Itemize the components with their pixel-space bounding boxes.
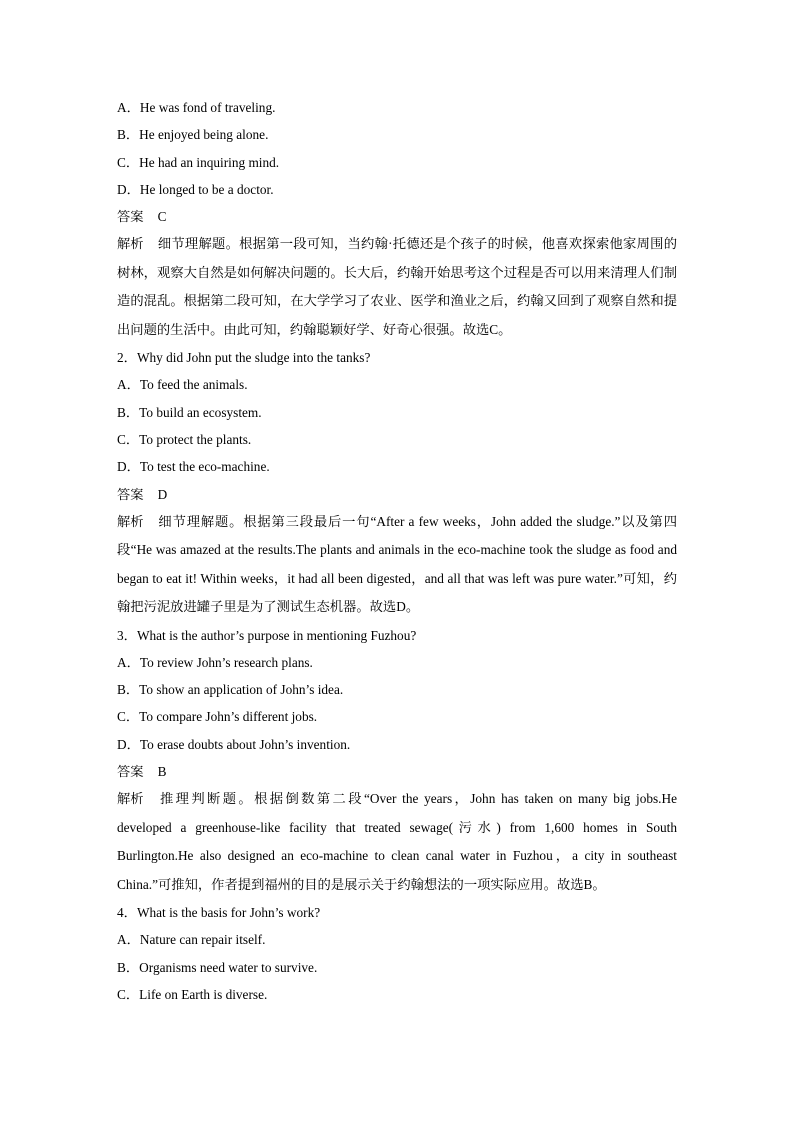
- q2-option-d: D．To test the eco-machine.: [117, 459, 270, 475]
- q3-option-b: B．To show an application of John’s idea.: [117, 682, 344, 698]
- q3-answer: [117, 758, 677, 785]
- q2-answer: [117, 481, 677, 508]
- q3-option-a: A．To review John’s research plans.: [117, 654, 313, 670]
- q2-analysis: [117, 508, 677, 622]
- q4-option-c: C．Life on Earth is diverse.: [117, 986, 268, 1002]
- q3-option-c: C．To compare John’s different jobs.: [117, 709, 318, 725]
- q1-analysis: [117, 230, 677, 344]
- answer-value: B: [157, 764, 167, 779]
- q2-option-b: B．To build an ecosystem.: [117, 404, 262, 420]
- analysis-text: 细节理解题。根据第一段可知，当约翰·托德还是个孩子的时候，他喜欢探索他家周围的树林，观察大自然是如何解决问题的。长大后，约翰开始思考这个过程是否可以用来清理人们制造的混乱。根据第二段可知，在大学学习了农业、医学和渔业之后，约翰又回到了观察自然和提出问题的生活中。由此可知，约翰聪颖好学、好奇心很强。故选C。: [117, 236, 677, 337]
- q4-question: 4．What is the basis for John’s work?: [117, 904, 321, 920]
- analysis-text: 推理判断题。根据倒数第二段“Over the years，John has taken on many big jobs.He developed a greenhouse-like facility that treated sewage(污水) from 1,600 homes in South Burlington.He also designed an eco-machine to clean canal water in Fuzhou，a city in southeast China.”可推知，作者提到福州的目的是展示关于约翰想法的一项实际应用。故选B。: [117, 791, 677, 892]
- q2-option-a: A．To feed the animals.: [117, 377, 248, 393]
- q3-question: 3．What is the author’s purpose in mentioning Fuzhou?: [117, 627, 417, 643]
- q4-option-b: B．Organisms need water to survive.: [117, 959, 318, 975]
- analysis-label: 解析: [117, 236, 144, 252]
- q1-option-b: B．He enjoyed being alone.: [117, 127, 269, 143]
- q2-option-c: C．To protect the plants.: [117, 432, 252, 447]
- q1-answer: [117, 203, 677, 230]
- q3-analysis: [117, 785, 677, 899]
- analysis-text: 细节理解题。根据第三段最后一句“After a few weeks，John added the sludge.”以及第四段“He was amazed at the results.The plants and animals in the eco-machine took the sludge as food and began to eat it! Within weeks，it had all been digested，and all that was left was pure water.”可知，约翰把污泥放进罐子里是为了测试生态机器。故选D。: [117, 513, 677, 615]
- q1-option-a: A．He was fond of traveling.: [117, 100, 276, 115]
- q2-question: 2．Why did John put the sludge into the tanks?: [117, 350, 371, 366]
- answer-label: 答案: [117, 764, 144, 779]
- q1-option-d: D．He longed to be a doctor.: [117, 181, 274, 197]
- q1-option-c: C．He had an inquiring mind.: [117, 154, 280, 170]
- answer-value: C: [157, 209, 167, 225]
- analysis-label: 解析: [117, 791, 144, 807]
- analysis-label: 解析: [117, 513, 144, 529]
- answer-label: 答案: [117, 486, 144, 502]
- answer-value: D: [157, 486, 168, 502]
- answer-label: 答案: [117, 209, 144, 225]
- q4-option-a: A．Nature can repair itself.: [117, 932, 266, 948]
- q3-option-d: D．To erase doubts about John’s invention.: [117, 736, 351, 752]
